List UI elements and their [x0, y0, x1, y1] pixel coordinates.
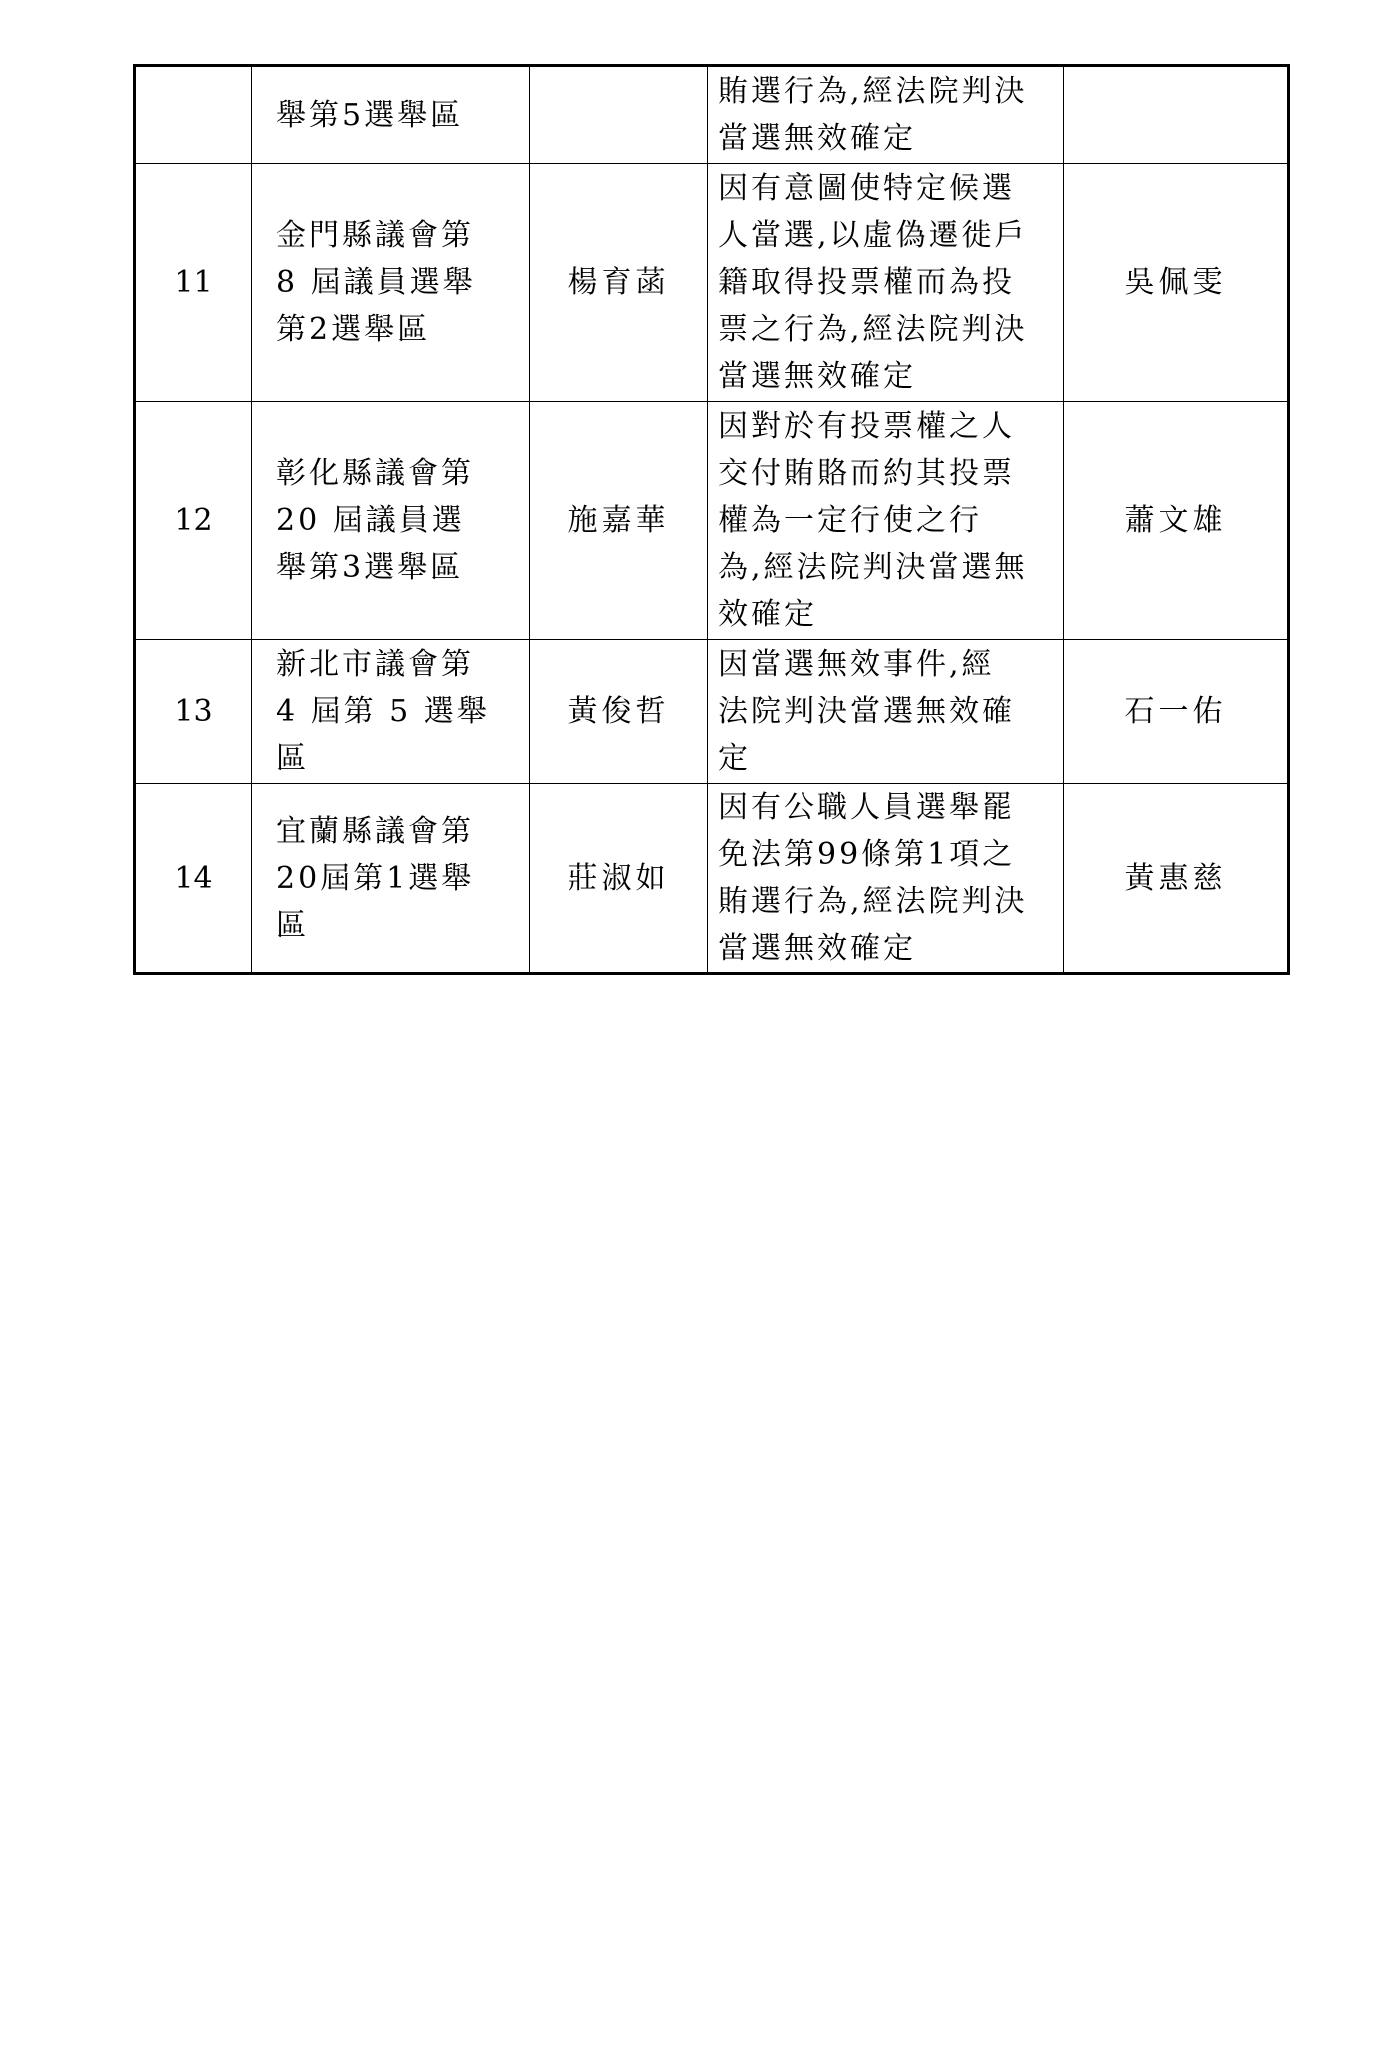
- replacement-name: 吳佩雯: [1064, 164, 1289, 402]
- replacement-name: 石一佑: [1064, 640, 1289, 784]
- reason-line: 因有意圖使特定候選: [718, 171, 1015, 206]
- electoral-district: [252, 164, 530, 402]
- replacement-name: 蕭文雄: [1064, 402, 1289, 640]
- electoral-district: [252, 66, 530, 164]
- candidate-name: 黃俊哲: [530, 640, 708, 784]
- table-row: [135, 66, 1289, 164]
- reason-line: 賄選行為,經法院判決: [718, 884, 1028, 919]
- invalidation-reason: [708, 640, 1064, 784]
- replacement-name: [1064, 66, 1289, 164]
- district-line: 舉第5選舉區: [276, 97, 464, 133]
- invalidation-reason: [708, 402, 1064, 640]
- district-line: 區: [276, 907, 309, 943]
- reason-line: 當選無效確定: [718, 931, 916, 966]
- district-line: 20 屆議員選: [276, 503, 465, 538]
- district-line: 4 屆第 5 選舉: [276, 694, 490, 729]
- invalidation-reason: [708, 164, 1064, 402]
- electoral-district: [252, 402, 530, 640]
- reason-line: 因對於有投票權之人: [718, 409, 1015, 444]
- invalidation-reason: [708, 784, 1064, 974]
- reason-line: 賄選行為,經法院判決: [718, 74, 1028, 109]
- table-row: [135, 784, 1289, 974]
- table-row: [135, 164, 1289, 402]
- reason-line: 因有公職人員選舉罷: [718, 790, 1015, 825]
- reason-line: 為,經法院判決當選無: [718, 550, 1028, 585]
- candidate-name: 莊淑如: [530, 784, 708, 974]
- district-line: 區: [276, 741, 309, 776]
- electoral-district: [252, 784, 530, 974]
- district-line: 第2選舉區: [276, 312, 431, 347]
- district-line: 新北市議會第: [276, 647, 474, 682]
- replacement-name: 黃惠慈: [1064, 784, 1289, 974]
- election-replacement-table: [133, 64, 1290, 975]
- reason-line: 人當選,以虛偽遷徙戶: [718, 218, 1028, 253]
- row-number: 13: [135, 640, 252, 784]
- district-line: 金門縣議會第: [276, 218, 474, 253]
- row-number: [135, 66, 252, 164]
- reason-line: 因當選無效事件,經: [718, 647, 995, 682]
- reason-line: 免法第99條第1項之: [718, 837, 1016, 872]
- candidate-name: [530, 66, 708, 164]
- district-line: 宜蘭縣議會第: [276, 813, 474, 849]
- row-number: 12: [135, 402, 252, 640]
- row-number: 11: [135, 164, 252, 402]
- candidate-name: 楊育菡: [530, 164, 708, 402]
- table-row: [135, 640, 1289, 784]
- reason-line: 法院判決當選無效確: [718, 694, 1015, 729]
- reason-line: 當選無效確定: [718, 359, 916, 394]
- district-line: 20屆第1選舉: [276, 860, 475, 896]
- district-line: 舉第3選舉區: [276, 550, 464, 585]
- reason-line: 票之行為,經法院判決: [718, 312, 1028, 347]
- invalidation-reason: [708, 66, 1064, 164]
- candidate-name: 施嘉華: [530, 402, 708, 640]
- reason-line: 交付賄賂而約其投票: [718, 456, 1015, 491]
- reason-line: 權為一定行使之行: [718, 503, 982, 538]
- reason-line: 當選無效確定: [718, 121, 916, 156]
- district-line: 彰化縣議會第: [276, 456, 474, 491]
- row-number: 14: [135, 784, 252, 974]
- reason-line: 定: [718, 741, 751, 776]
- table-row: [135, 402, 1289, 640]
- reason-line: 籍取得投票權而為投: [718, 265, 1015, 300]
- district-line: 8 屆議員選舉: [276, 265, 476, 300]
- electoral-district: [252, 640, 530, 784]
- reason-line: 效確定: [718, 597, 817, 632]
